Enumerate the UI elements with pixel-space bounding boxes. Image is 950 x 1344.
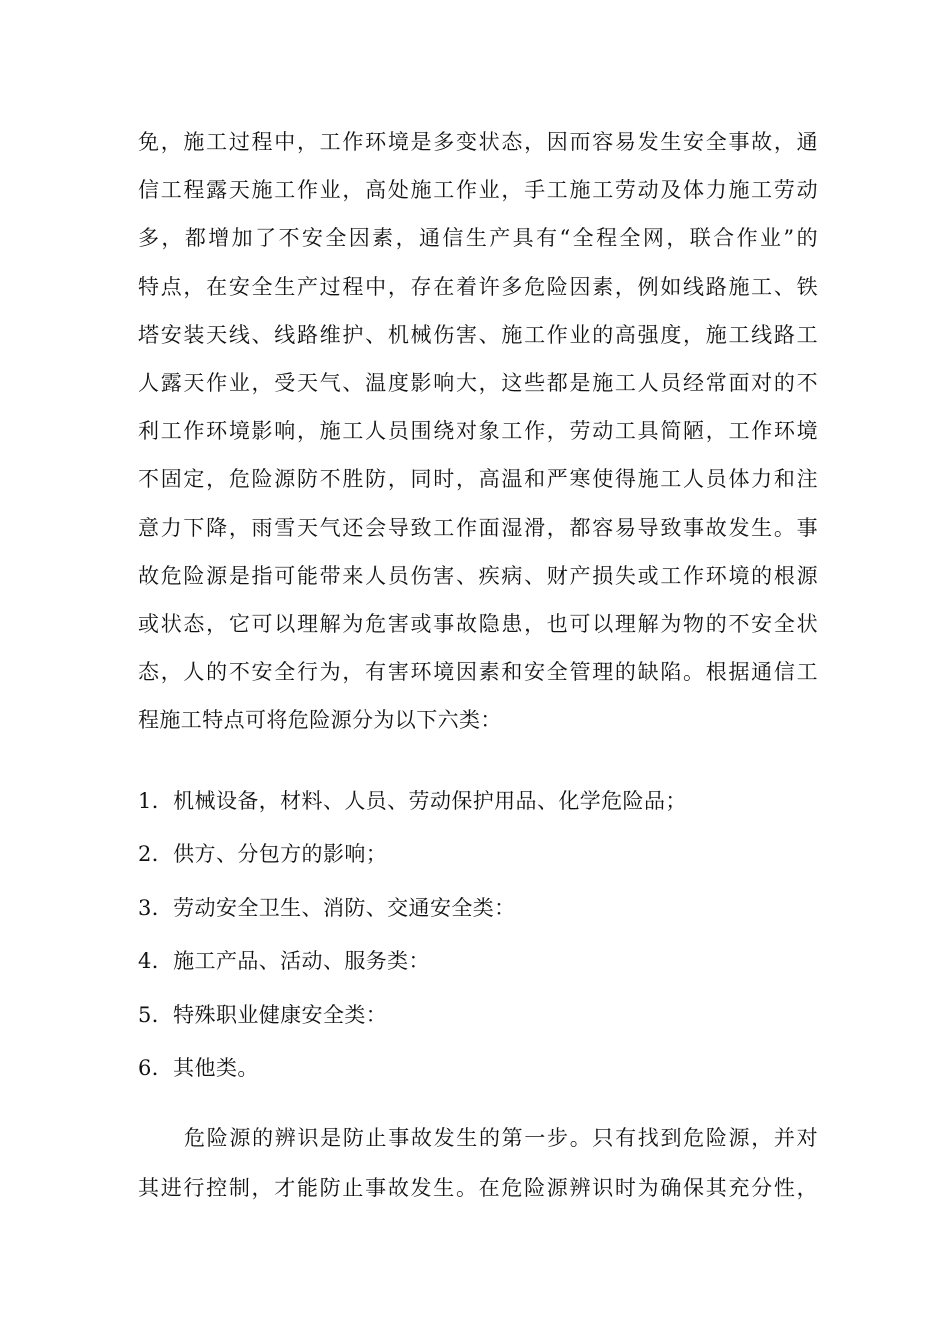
- list-item: 2．供方、分包方的影响；: [138, 842, 388, 867]
- paragraph-line: 态，人的不安全行为，有害环境因素和安全管理的缺陷。根据通信工: [138, 660, 818, 685]
- paragraph-line: 意力下降，雨雪天气还会导致工作面湿滑，都容易导致事故发生。事: [138, 515, 818, 540]
- hazard-category-list: [138, 775, 818, 1095]
- list-item: 5．特殊职业健康安全类：: [138, 1002, 388, 1027]
- paragraph-line: 特点，在安全生产过程中，存在着许多危险因素，例如线路施工、铁: [138, 274, 818, 299]
- paragraph-line: 信工程露天施工作业，高处施工作业，手工施工劳动及体力施工劳动: [138, 178, 818, 203]
- paragraph-line: 不固定，危险源防不胜防，同时，高温和严寒使得施工人员体力和注: [138, 467, 818, 492]
- body-paragraph-hazard-sources: [138, 118, 818, 744]
- paragraph-line: 其进行控制，才能防止事故发生。在危险源辨识时为确保其充分性，: [138, 1176, 818, 1200]
- paragraph-line: 危险源的辨识是防止事故发生的第一步。只有找到危险源，并对: [184, 1126, 818, 1150]
- list-item: 6．其他类。: [138, 1055, 259, 1080]
- paragraph-line: 或状态，它可以理解为危害或事故隐患，也可以理解为物的不安全状: [138, 611, 818, 636]
- paragraph-line: 利工作环境影响，施工人员围绕对象工作，劳动工具简陋，工作环境: [138, 419, 818, 444]
- list-item: 4．施工产品、活动、服务类：: [138, 949, 430, 974]
- paragraph-line: 故危险源是指可能带来人员伤害、疾病、财产损失或工作环境的根源: [138, 563, 818, 588]
- body-paragraph-identification: [138, 1113, 818, 1213]
- paragraph-line: 程施工特点可将危险源分为以下六类：: [138, 708, 502, 733]
- list-item: 3．劳动安全卫生、消防、交通安全类：: [138, 895, 516, 920]
- list-item: 1．机械设备，材料、人员、劳动保护用品、化学危险品；: [138, 789, 687, 813]
- paragraph-line: 多，都增加了不安全因素，通信生产具有“全程全网，联合作业”的: [138, 226, 818, 251]
- paragraph-line: 免，施工过程中，工作环境是多变状态，因而容易发生安全事故，通: [138, 130, 818, 154]
- paragraph-line: 人露天作业，受天气、温度影响大，这些都是施工人员经常面对的不: [138, 370, 818, 395]
- paragraph-line: 塔安装天线、线路维护、机械伤害、施工作业的高强度，施工线路工: [138, 322, 818, 347]
